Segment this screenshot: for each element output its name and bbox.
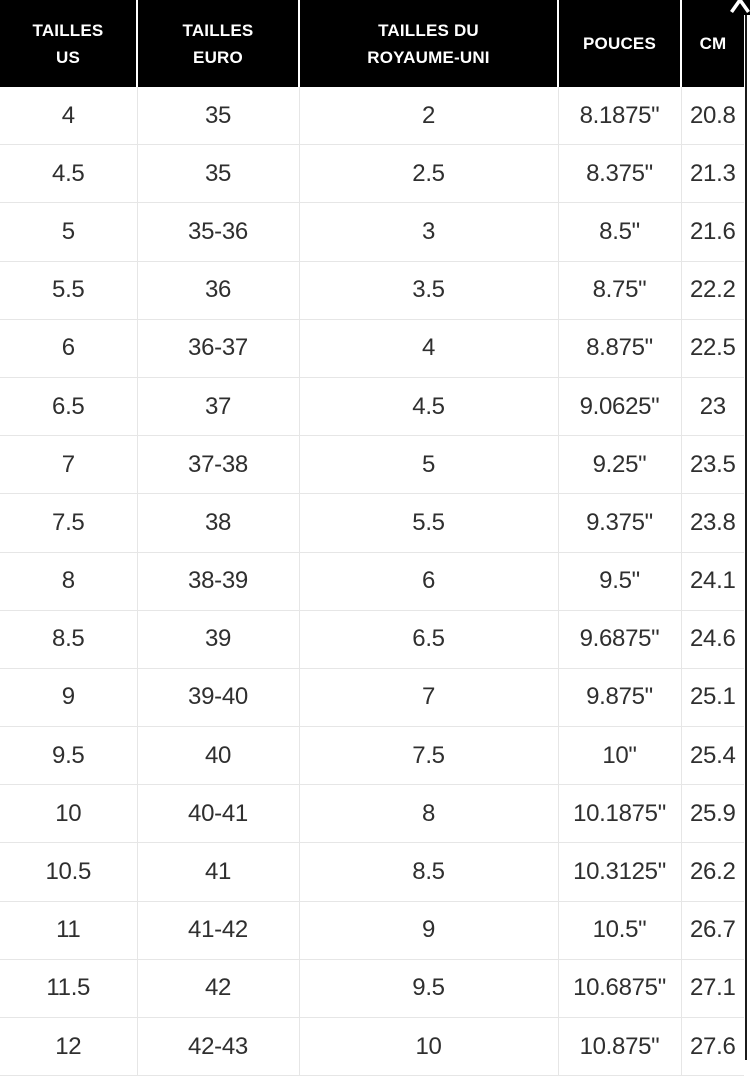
cell-cm: 24.6 [681,610,744,668]
cell-uk: 3 [299,203,558,261]
cell-uk: 9.5 [299,959,558,1017]
table-row [0,319,744,377]
column-header-pouces [558,0,681,87]
table-body [0,87,744,1076]
cell-euro: 38 [137,494,299,552]
cell-cm: 24.1 [681,552,744,610]
cell-uk: 4 [299,319,558,377]
cell-us: 11 [0,901,137,959]
cell-uk: 7.5 [299,727,558,785]
cell-cm: 25.4 [681,727,744,785]
scrollbar-track[interactable] [744,15,750,1060]
cell-us: 10.5 [0,843,137,901]
column-header-tailles-uk [299,0,558,87]
cell-pouces: 10.1875" [558,785,681,843]
column-header-label: CM [699,34,727,53]
cell-cm: 20.8 [681,87,744,145]
table-row [0,1018,744,1076]
cell-us: 6 [0,319,137,377]
cell-pouces: 9.0625" [558,377,681,435]
cell-us: 6.5 [0,377,137,435]
cell-us: 12 [0,1018,137,1076]
cell-euro: 41 [137,843,299,901]
cell-uk: 10 [299,1018,558,1076]
cell-uk: 5.5 [299,494,558,552]
cell-us: 9 [0,668,137,726]
cell-uk: 8.5 [299,843,558,901]
cell-euro: 39 [137,610,299,668]
cell-euro: 40 [137,727,299,785]
cell-us: 8.5 [0,610,137,668]
cell-pouces: 8.875" [558,319,681,377]
cell-uk: 8 [299,785,558,843]
cell-us: 4.5 [0,145,137,203]
cell-pouces: 9.5" [558,552,681,610]
cell-us: 10 [0,785,137,843]
cell-pouces: 10.3125" [558,843,681,901]
chevron-up-icon[interactable] [728,0,750,14]
cell-euro: 42 [137,959,299,1017]
table-row [0,959,744,1017]
cell-cm: 21.3 [681,145,744,203]
table-header-row [0,0,744,87]
table-row [0,552,744,610]
cell-pouces: 9.25" [558,436,681,494]
cell-pouces: 9.375" [558,494,681,552]
cell-cm: 21.6 [681,203,744,261]
table-row [0,377,744,435]
column-header-label: POUCES [583,34,656,53]
cell-euro: 37-38 [137,436,299,494]
cell-pouces: 8.75" [558,261,681,319]
cell-uk: 7 [299,668,558,726]
cell-cm: 23.5 [681,436,744,494]
cell-us: 4 [0,87,137,145]
cell-euro: 35-36 [137,203,299,261]
cell-us: 11.5 [0,959,137,1017]
scrollbar-thumb[interactable] [745,15,747,1060]
cell-us: 5.5 [0,261,137,319]
cell-cm: 22.5 [681,319,744,377]
cell-cm: 27.6 [681,1018,744,1076]
cell-uk: 3.5 [299,261,558,319]
cell-uk: 4.5 [299,377,558,435]
cell-cm: 25.9 [681,785,744,843]
column-header-label: TAILLES DU ROYAUME-UNI [367,20,490,67]
column-header-tailles-us [0,0,137,87]
cell-pouces: 8.5" [558,203,681,261]
cell-euro: 39-40 [137,668,299,726]
cell-us: 5 [0,203,137,261]
table-row [0,727,744,785]
cell-pouces: 8.375" [558,145,681,203]
cell-uk: 5 [299,436,558,494]
cell-pouces: 9.875" [558,668,681,726]
cell-uk: 6.5 [299,610,558,668]
cell-uk: 2.5 [299,145,558,203]
cell-us: 7.5 [0,494,137,552]
cell-euro: 36-37 [137,319,299,377]
cell-euro: 35 [137,145,299,203]
cell-uk: 2 [299,87,558,145]
cell-uk: 6 [299,552,558,610]
table-row [0,610,744,668]
cell-uk: 9 [299,901,558,959]
column-header-label: TAILLES EURO [182,20,254,67]
cell-euro: 35 [137,87,299,145]
table-row [0,901,744,959]
column-header-label: TAILLES US [32,20,104,67]
cell-pouces: 10" [558,727,681,785]
cell-pouces: 9.6875" [558,610,681,668]
cell-cm: 25.1 [681,668,744,726]
cell-cm: 27.1 [681,959,744,1017]
table-row [0,203,744,261]
cell-cm: 23.8 [681,494,744,552]
cell-cm: 23 [681,377,744,435]
cell-cm: 26.7 [681,901,744,959]
cell-cm: 22.2 [681,261,744,319]
cell-pouces: 8.1875" [558,87,681,145]
table-row [0,668,744,726]
cell-us: 7 [0,436,137,494]
column-header-tailles-euro [137,0,299,87]
table-row [0,494,744,552]
cell-euro: 38-39 [137,552,299,610]
cell-euro: 37 [137,377,299,435]
table-row [0,843,744,901]
cell-us: 8 [0,552,137,610]
cell-pouces: 10.5" [558,901,681,959]
table-row [0,261,744,319]
table-row [0,785,744,843]
cell-us: 9.5 [0,727,137,785]
cell-pouces: 10.6875" [558,959,681,1017]
cell-cm: 26.2 [681,843,744,901]
table-row [0,145,744,203]
cell-euro: 36 [137,261,299,319]
table-row [0,436,744,494]
cell-euro: 42-43 [137,1018,299,1076]
cell-euro: 40-41 [137,785,299,843]
cell-euro: 41-42 [137,901,299,959]
cell-pouces: 10.875" [558,1018,681,1076]
table-row [0,87,744,145]
